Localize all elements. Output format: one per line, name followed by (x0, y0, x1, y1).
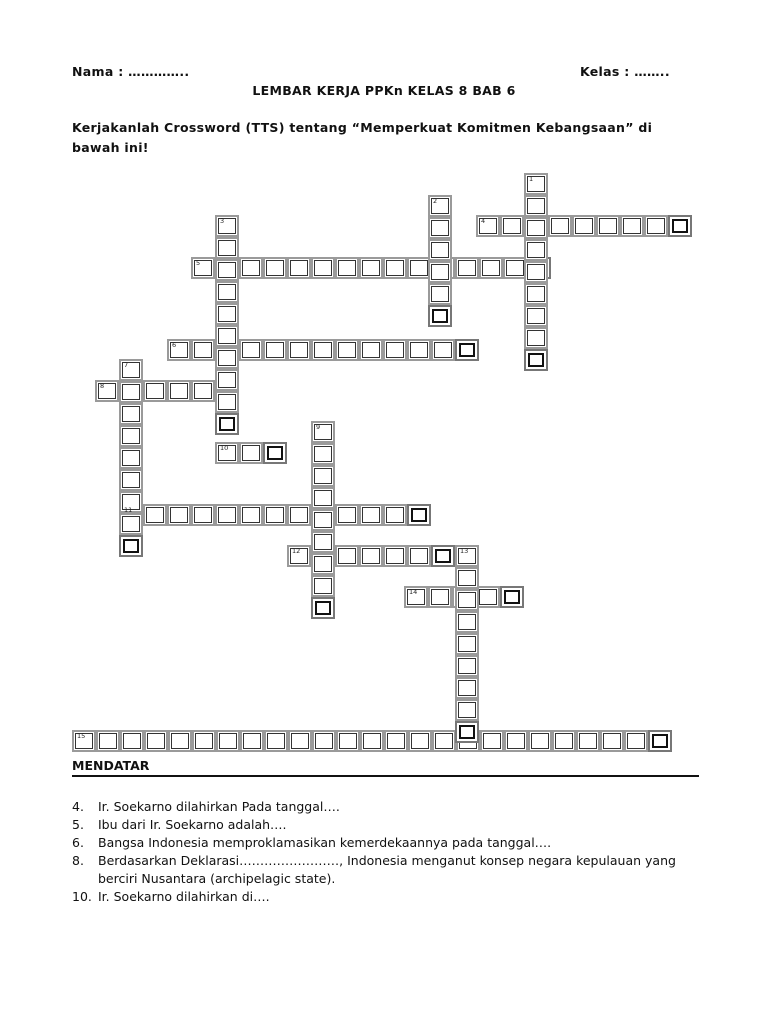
clue-item (72, 888, 712, 906)
crossword-cell[interactable] (524, 327, 548, 349)
crossword-cell[interactable] (120, 730, 144, 752)
crossword-cell[interactable] (335, 339, 359, 361)
crossword-cell[interactable] (192, 730, 216, 752)
crossword-cell[interactable] (428, 239, 452, 261)
crossword-cell[interactable] (476, 586, 500, 608)
crossword-cell[interactable] (407, 339, 431, 361)
crossword-cell[interactable] (215, 391, 239, 413)
page-title: LEMBAR KERJA PPKn KELAS 8 BAB 6 (252, 83, 516, 98)
crossword-cell[interactable] (359, 545, 383, 567)
section-divider (72, 775, 699, 777)
clue-item (72, 798, 712, 816)
crossword-cell[interactable] (455, 567, 479, 589)
crossword-cell[interactable] (480, 730, 504, 752)
crossword-cell[interactable] (311, 257, 335, 279)
clue-number-marker: 15 (77, 732, 86, 740)
clue-number-marker: 5 (196, 259, 201, 267)
crossword-cell[interactable] (312, 730, 336, 752)
crossword-cell[interactable] (119, 403, 143, 425)
crossword-cell[interactable] (311, 509, 335, 531)
name-field-label: Nama : ………….. (72, 64, 190, 79)
crossword-cell[interactable] (455, 545, 479, 567)
crossword-cell[interactable] (311, 597, 335, 619)
clue-text: Berdasarkan Deklarasi……………………, Indonesia menganut konsep negara kepulauan yang berciri Nusantara (archipelagic state). (98, 853, 676, 886)
crossword-cell[interactable] (287, 339, 311, 361)
crossword-cell[interactable] (359, 504, 383, 526)
clue-number: 10. (72, 889, 92, 904)
clue-number-marker: 11 (124, 506, 133, 514)
clue-number-marker: 6 (172, 341, 177, 349)
crossword-cell[interactable] (500, 215, 524, 237)
crossword-cell[interactable] (576, 730, 600, 752)
crossword-cell[interactable] (215, 442, 239, 464)
clue-number-marker: 7 (124, 361, 129, 369)
crossword-cell[interactable] (524, 283, 548, 305)
crossword-cell[interactable] (95, 380, 119, 402)
clue-text: Ir. Soekarno dilahirkan di…. (98, 889, 270, 904)
clue-list-mendatar (72, 798, 712, 906)
crossword-cell[interactable] (215, 369, 239, 391)
clue-number: 8. (72, 853, 84, 868)
crossword-cell[interactable] (335, 257, 359, 279)
crossword-cell[interactable] (143, 504, 167, 526)
crossword-cell[interactable] (264, 730, 288, 752)
clue-item (72, 852, 712, 888)
clue-number-marker: 8 (100, 382, 105, 390)
crossword-cell[interactable] (216, 730, 240, 752)
crossword-cell[interactable] (504, 730, 528, 752)
crossword-cell[interactable] (455, 721, 479, 743)
crossword-cell[interactable] (119, 381, 143, 403)
crossword-cell[interactable] (96, 730, 120, 752)
crossword-cell[interactable] (263, 442, 287, 464)
crossword-cell[interactable] (311, 531, 335, 553)
crossword-cell[interactable] (191, 504, 215, 526)
crossword-cell[interactable] (287, 545, 311, 567)
crossword-cell[interactable] (167, 504, 191, 526)
crossword-cell[interactable] (311, 553, 335, 575)
crossword-cell[interactable] (600, 730, 624, 752)
crossword-cell[interactable] (239, 257, 263, 279)
clue-item (72, 816, 712, 834)
clue-text: Ibu dari Ir. Soekarno adalah…. (98, 817, 287, 832)
crossword-cell[interactable] (648, 730, 672, 752)
crossword-cell[interactable] (167, 380, 191, 402)
crossword-cell[interactable] (524, 305, 548, 327)
crossword-cell[interactable] (432, 730, 456, 752)
crossword-cell[interactable] (191, 339, 215, 361)
crossword-cell[interactable] (383, 545, 407, 567)
crossword-cell[interactable] (431, 545, 455, 567)
crossword-cell[interactable] (455, 589, 479, 611)
crossword-cell[interactable] (311, 487, 335, 509)
crossword-cell[interactable] (548, 215, 572, 237)
crossword-cell[interactable] (455, 699, 479, 721)
clue-number-marker: 2 (433, 197, 438, 205)
crossword-cell[interactable] (384, 730, 408, 752)
crossword-cell[interactable] (383, 339, 407, 361)
crossword-cell[interactable] (524, 239, 548, 261)
crossword-cell[interactable] (524, 173, 548, 195)
clue-number-marker: 14 (409, 588, 418, 596)
crossword-cell[interactable] (407, 504, 431, 526)
crossword-cell[interactable] (479, 257, 503, 279)
clue-number-marker: 12 (292, 547, 301, 555)
crossword-cell[interactable] (500, 586, 524, 608)
crossword-cell[interactable] (263, 504, 287, 526)
clue-number: 4. (72, 799, 84, 814)
crossword-cell[interactable] (524, 195, 548, 217)
clue-number-marker: 1 (529, 175, 534, 183)
clue-number: 6. (72, 835, 84, 850)
crossword-cell[interactable] (552, 730, 576, 752)
crossword-cell[interactable] (596, 215, 620, 237)
crossword-cell[interactable] (431, 339, 455, 361)
crossword-cell[interactable] (383, 504, 407, 526)
crossword-cell[interactable] (359, 339, 383, 361)
crossword-cell[interactable] (72, 730, 96, 752)
crossword-cell[interactable] (311, 339, 335, 361)
crossword-cell[interactable] (644, 215, 668, 237)
crossword-cell[interactable] (336, 730, 360, 752)
crossword-cell[interactable] (168, 730, 192, 752)
crossword-cell[interactable] (144, 730, 168, 752)
clue-text: Bangsa Indonesia memproklamasikan kemerdekaannya pada tanggal…. (98, 835, 552, 850)
crossword-cell[interactable] (524, 261, 548, 283)
crossword-cell[interactable] (335, 504, 359, 526)
crossword-cell[interactable] (311, 575, 335, 597)
crossword-cell[interactable] (311, 443, 335, 465)
clue-text: Ir. Soekarno dilahirkan Pada tanggal…. (98, 799, 340, 814)
crossword-cell[interactable] (288, 730, 312, 752)
clue-number-marker: 13 (460, 547, 469, 555)
crossword-cell[interactable] (143, 380, 167, 402)
crossword-cell[interactable] (572, 215, 596, 237)
crossword-cell[interactable] (119, 469, 143, 491)
crossword-cell[interactable] (119, 513, 143, 535)
crossword-cell[interactable] (407, 545, 431, 567)
crossword-cell[interactable] (263, 339, 287, 361)
crossword-cell[interactable] (428, 195, 452, 217)
crossword-cell[interactable] (167, 339, 191, 361)
crossword-cell[interactable] (455, 677, 479, 699)
crossword-cell[interactable] (191, 257, 215, 279)
clue-number-marker: 4 (481, 217, 486, 225)
clue-number-marker: 9 (316, 423, 321, 431)
crossword-cell[interactable] (215, 281, 239, 303)
crossword-cell[interactable] (239, 504, 263, 526)
crossword-cell[interactable] (119, 359, 143, 381)
crossword-cell[interactable] (239, 442, 263, 464)
crossword-cell[interactable] (455, 611, 479, 633)
crossword-cell[interactable] (239, 339, 263, 361)
crossword-cell[interactable] (455, 633, 479, 655)
crossword-cell[interactable] (455, 257, 479, 279)
crossword-cell[interactable] (524, 349, 548, 371)
crossword-cell[interactable] (404, 586, 428, 608)
crossword-cell[interactable] (620, 215, 644, 237)
crossword-cell[interactable] (668, 215, 692, 237)
clue-number-marker: 3 (220, 217, 225, 225)
crossword-cell[interactable] (215, 215, 239, 237)
instruction-text: Kerjakanlah Crossword (TTS) tentang “Memperkuat Komitmen Kebangsaan” di bawah ini! (72, 120, 653, 155)
crossword-cell[interactable] (215, 325, 239, 347)
crossword-cell[interactable] (311, 465, 335, 487)
crossword-cell[interactable] (240, 730, 264, 752)
crossword-cell[interactable] (215, 237, 239, 259)
crossword-cell[interactable] (428, 305, 452, 327)
crossword-cell[interactable] (119, 535, 143, 557)
crossword-cell[interactable] (311, 421, 335, 443)
crossword-cell[interactable] (428, 586, 452, 608)
crossword-cell[interactable] (215, 259, 239, 281)
crossword-cell[interactable] (263, 257, 287, 279)
crossword-cell[interactable] (119, 425, 143, 447)
crossword-cell[interactable] (428, 261, 452, 283)
crossword-cell[interactable] (191, 380, 215, 402)
crossword-cell[interactable] (215, 504, 239, 526)
crossword-cell[interactable] (455, 655, 479, 677)
crossword-cell[interactable] (428, 283, 452, 305)
crossword-cell[interactable] (335, 545, 359, 567)
crossword-cell[interactable] (359, 257, 383, 279)
crossword-cell[interactable] (287, 257, 311, 279)
crossword-cell[interactable] (428, 217, 452, 239)
crossword-cell[interactable] (215, 413, 239, 435)
class-field-label: Kelas : …….. (580, 64, 670, 79)
crossword-cell[interactable] (624, 730, 648, 752)
crossword-cell[interactable] (215, 347, 239, 369)
crossword-cell[interactable] (215, 303, 239, 325)
clue-number: 5. (72, 817, 84, 832)
crossword-cell[interactable] (383, 257, 407, 279)
crossword-cell[interactable] (476, 215, 500, 237)
crossword-cell[interactable] (524, 217, 548, 239)
crossword-cell[interactable] (408, 730, 432, 752)
clue-number-marker: 10 (220, 444, 229, 452)
crossword-cell[interactable] (287, 504, 311, 526)
crossword-cell[interactable] (119, 447, 143, 469)
crossword-cell[interactable] (455, 339, 479, 361)
clue-item (72, 834, 712, 852)
crossword-cell[interactable] (360, 730, 384, 752)
section-title-mendatar: MENDATAR (72, 758, 150, 773)
crossword-cell[interactable] (528, 730, 552, 752)
